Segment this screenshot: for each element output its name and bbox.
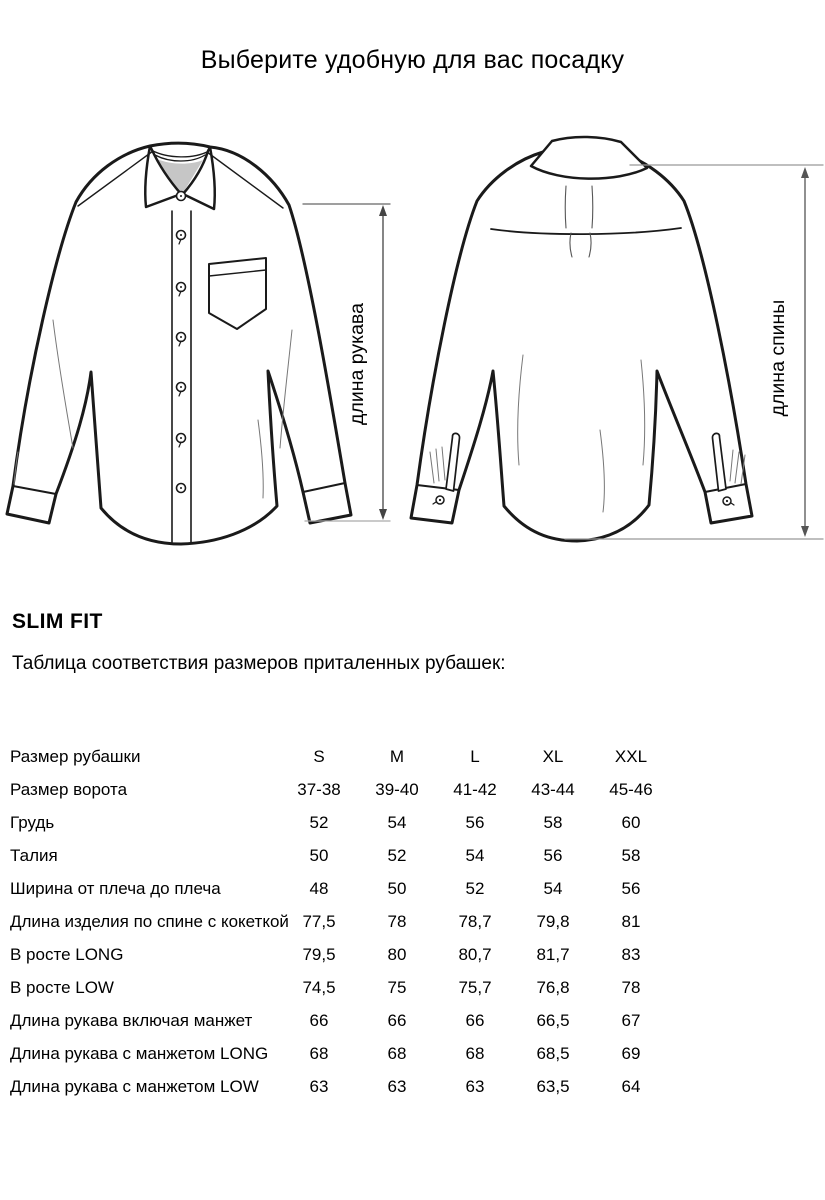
table-row xyxy=(10,872,680,905)
size-cell: 48 xyxy=(309,878,329,898)
size-cell: 78 xyxy=(621,977,641,997)
size-cell: 54 xyxy=(543,878,563,898)
row-label: Длина рукава с манжетом LOW xyxy=(10,1076,259,1096)
size-cell: 54 xyxy=(465,845,485,865)
size-cell: 66 xyxy=(465,1010,485,1030)
size-cell: 56 xyxy=(465,812,485,832)
back-length-label: длина спины xyxy=(767,299,789,417)
table-row xyxy=(10,971,680,1004)
size-cell: M xyxy=(389,746,405,766)
size-cell: 75 xyxy=(387,977,407,997)
size-cell: 67 xyxy=(621,1010,641,1030)
size-cell: 63 xyxy=(387,1076,407,1096)
size-cell: 81,7 xyxy=(536,944,570,964)
size-cell: 76,8 xyxy=(536,977,570,997)
size-cell: 66 xyxy=(309,1010,329,1030)
sleeve-length-label: длина рукава xyxy=(346,303,368,425)
table-row xyxy=(10,938,680,971)
size-cell: 68 xyxy=(387,1043,407,1063)
size-cell: 79,5 xyxy=(302,944,336,964)
size-cell: L xyxy=(470,746,480,766)
size-cell: XXL xyxy=(614,746,648,766)
row-label: Длина рукава с манжетом LONG xyxy=(10,1043,269,1063)
size-cell: S xyxy=(313,746,325,766)
row-label: Длина рукава включая манжет xyxy=(10,1010,253,1030)
table-row xyxy=(10,740,680,773)
row-label: Талия xyxy=(10,845,58,865)
size-cell: 58 xyxy=(621,845,641,865)
size-cell: 50 xyxy=(309,845,329,865)
size-cell: 58 xyxy=(543,812,563,832)
table-row xyxy=(10,1037,680,1070)
back-collar xyxy=(531,137,647,179)
size-table xyxy=(10,740,680,1103)
size-cell: 77,5 xyxy=(302,911,336,931)
size-cell: 68 xyxy=(465,1043,485,1063)
size-cell: 81 xyxy=(621,911,641,931)
row-label: Длина изделия по спине с кокеткой xyxy=(10,911,289,931)
size-cell: 50 xyxy=(387,878,407,898)
shirt-diagrams xyxy=(0,120,825,565)
size-cell: 63 xyxy=(465,1076,485,1096)
table-row xyxy=(10,773,680,806)
table-row xyxy=(10,806,680,839)
front-shirt-illustration xyxy=(7,143,351,544)
size-cell: 56 xyxy=(621,878,641,898)
size-cell: 68,5 xyxy=(536,1043,570,1063)
size-cell: 74,5 xyxy=(302,977,336,997)
size-cell: 78 xyxy=(387,911,407,931)
size-cell: 60 xyxy=(621,812,641,832)
size-cell: 37-38 xyxy=(297,779,341,799)
size-cell: 79,8 xyxy=(536,911,570,931)
size-cell: 78,7 xyxy=(458,911,492,931)
size-cell: 45-46 xyxy=(609,779,653,799)
back-shirt-illustration xyxy=(411,137,752,541)
row-label: Грудь xyxy=(10,812,55,832)
table-row xyxy=(10,1070,680,1103)
size-cell: 52 xyxy=(309,812,329,832)
table-row xyxy=(10,905,680,938)
back-shirt-outline xyxy=(411,152,752,541)
row-label: Ширина от плеча до плеча xyxy=(10,878,221,898)
size-cell: 52 xyxy=(387,845,407,865)
row-label: Размер рубашки xyxy=(10,746,141,766)
size-cell: 39-40 xyxy=(375,779,419,799)
size-cell: 69 xyxy=(621,1043,641,1063)
size-cell: 64 xyxy=(621,1076,641,1096)
size-cell: 54 xyxy=(387,812,407,832)
size-cell: 80 xyxy=(387,944,407,964)
row-label: Размер ворота xyxy=(10,779,128,799)
row-label: В росте LONG xyxy=(10,944,124,964)
size-cell: 63,5 xyxy=(536,1076,570,1096)
size-cell: 68 xyxy=(309,1043,329,1063)
table-row xyxy=(10,1004,680,1037)
size-cell: 52 xyxy=(465,878,485,898)
row-label: В росте LOW xyxy=(10,977,114,997)
size-cell: 43-44 xyxy=(531,779,575,799)
table-row xyxy=(10,839,680,872)
size-cell: 63 xyxy=(309,1076,329,1096)
size-cell: 41-42 xyxy=(453,779,497,799)
page-title: Выберите удобную для вас посадку xyxy=(200,46,625,74)
size-cell: 83 xyxy=(621,944,641,964)
size-cell: XL xyxy=(542,746,564,766)
size-cell: 80,7 xyxy=(458,944,492,964)
size-cell: 56 xyxy=(543,845,563,865)
size-cell: 75,7 xyxy=(458,977,492,997)
size-cell: 66,5 xyxy=(536,1010,570,1030)
fit-heading: SLIM FIT xyxy=(12,610,103,633)
size-cell: 66 xyxy=(387,1010,407,1030)
fit-subtitle: Таблица соответствия размеров приталенных рубашек: xyxy=(12,653,506,674)
